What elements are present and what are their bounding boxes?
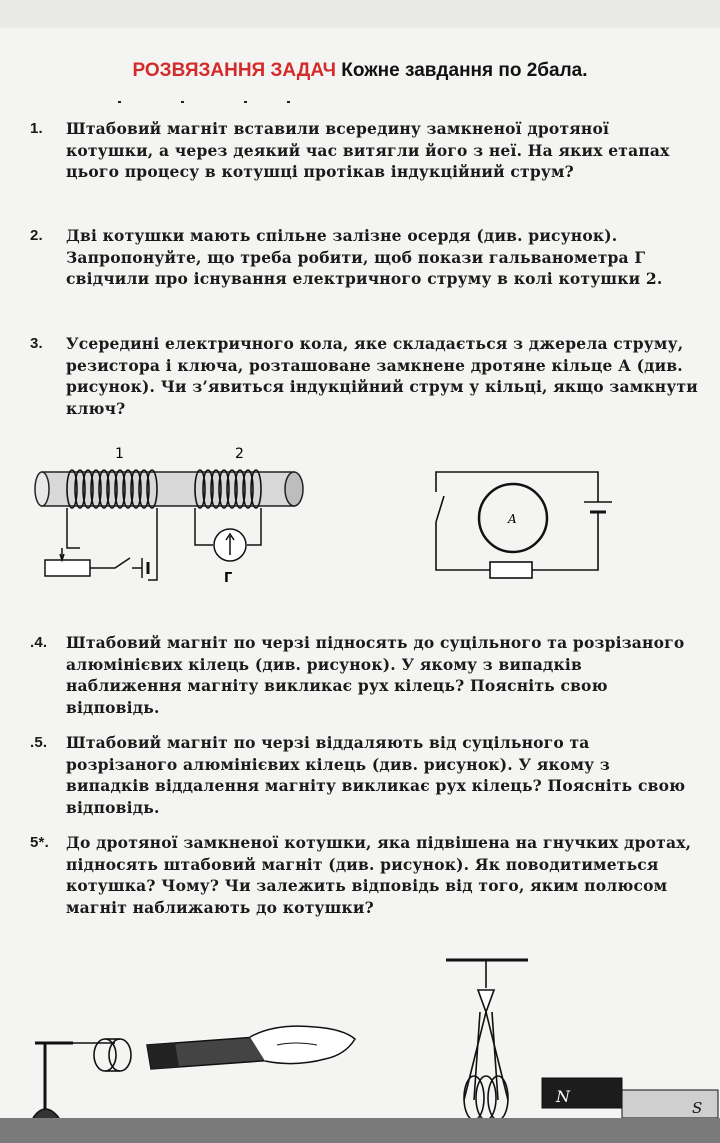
figure-suspended-coil: [440, 950, 720, 1118]
task-text: Штабовий магніт вставили всередину замкненої дротяної котушки, а через деякий час витягли його з неї. На яких етапах цього процесу в котушці протікав індукційний струм?: [66, 119, 670, 181]
task-number: 5*.: [30, 834, 49, 851]
task-text: Штабовий магніт по черзі віддаляють від суцільного та розрізаного алюмінієвих кілець (див. рисунок). У якому з випадків віддалення магніту викликає рух кілець? Поясніть свою відповідь.: [66, 733, 686, 817]
task-text: Штабовий магніт по черзі підносять до суцільного та розрізаного алюмінієвих кілець (див. рисунок). У якому з випадків наближення магніту викликає рух кілець? Поясніть свою відповідь.: [66, 633, 685, 717]
task-6: [30, 832, 698, 918]
pole-n-label: N: [556, 1087, 570, 1106]
circuit-1-wires: [45, 508, 157, 580]
bar-magnet: [542, 1078, 718, 1118]
pole-s-label: S: [692, 1099, 703, 1117]
coil-1-label: 1: [115, 446, 124, 462]
task-text: Дві котушки мають спільне залізне осердя (див. рисунок). Запропонуйте, що треба робити, щоб покази гальванометра Г свідчили про існування електричного струму в колі котушки 2.: [66, 226, 663, 288]
task-number: .4.: [30, 634, 48, 651]
bottom-bar: [0, 1118, 720, 1143]
task-1: [30, 118, 698, 183]
galvanometer: [195, 508, 261, 561]
task-number: 2.: [30, 227, 43, 244]
figure-ring-circuit: [420, 462, 620, 592]
ring-a-label: A: [508, 512, 517, 526]
figure-two-coils: [30, 440, 330, 600]
task-number: 3.: [30, 335, 43, 352]
task-4: [30, 632, 698, 718]
task-5: [30, 732, 698, 818]
task-2: [30, 225, 698, 290]
task-text: До дротяної замкненої котушки, яка підвішена на гнучких дротах, підносять штабовий магніт (див. рисунок). Як поводитиметься котушка? Чому? Чи залежить відповідь від того, яким полюсом магніт наближають до котушки?: [66, 833, 692, 917]
task-number: .5.: [30, 734, 48, 751]
task-3: [30, 333, 698, 419]
task-text: Усередині електричного кола, яке складається з джерела струму, резистора і ключа, розташоване замкнене дротяне кільце А (див. рисунок). Чи з’явиться індукційний струм у кільці, якщо замкнути ключ?: [66, 334, 698, 418]
task-number: 1.: [30, 120, 43, 137]
figure-ring-magnet-hand: [25, 1015, 365, 1118]
title-rest: Кожне завдання по 2бала.: [341, 60, 588, 81]
dashed-separator: [118, 100, 293, 104]
galvanometer-label: Г: [224, 571, 233, 586]
bar-magnet-hand: [147, 1026, 355, 1069]
title-red: РОЗВЯЗАННЯ ЗАДАЧ: [132, 60, 336, 81]
top-bar: [0, 0, 720, 28]
coil-2-label: 2: [235, 446, 244, 462]
page-title: [0, 60, 720, 82]
